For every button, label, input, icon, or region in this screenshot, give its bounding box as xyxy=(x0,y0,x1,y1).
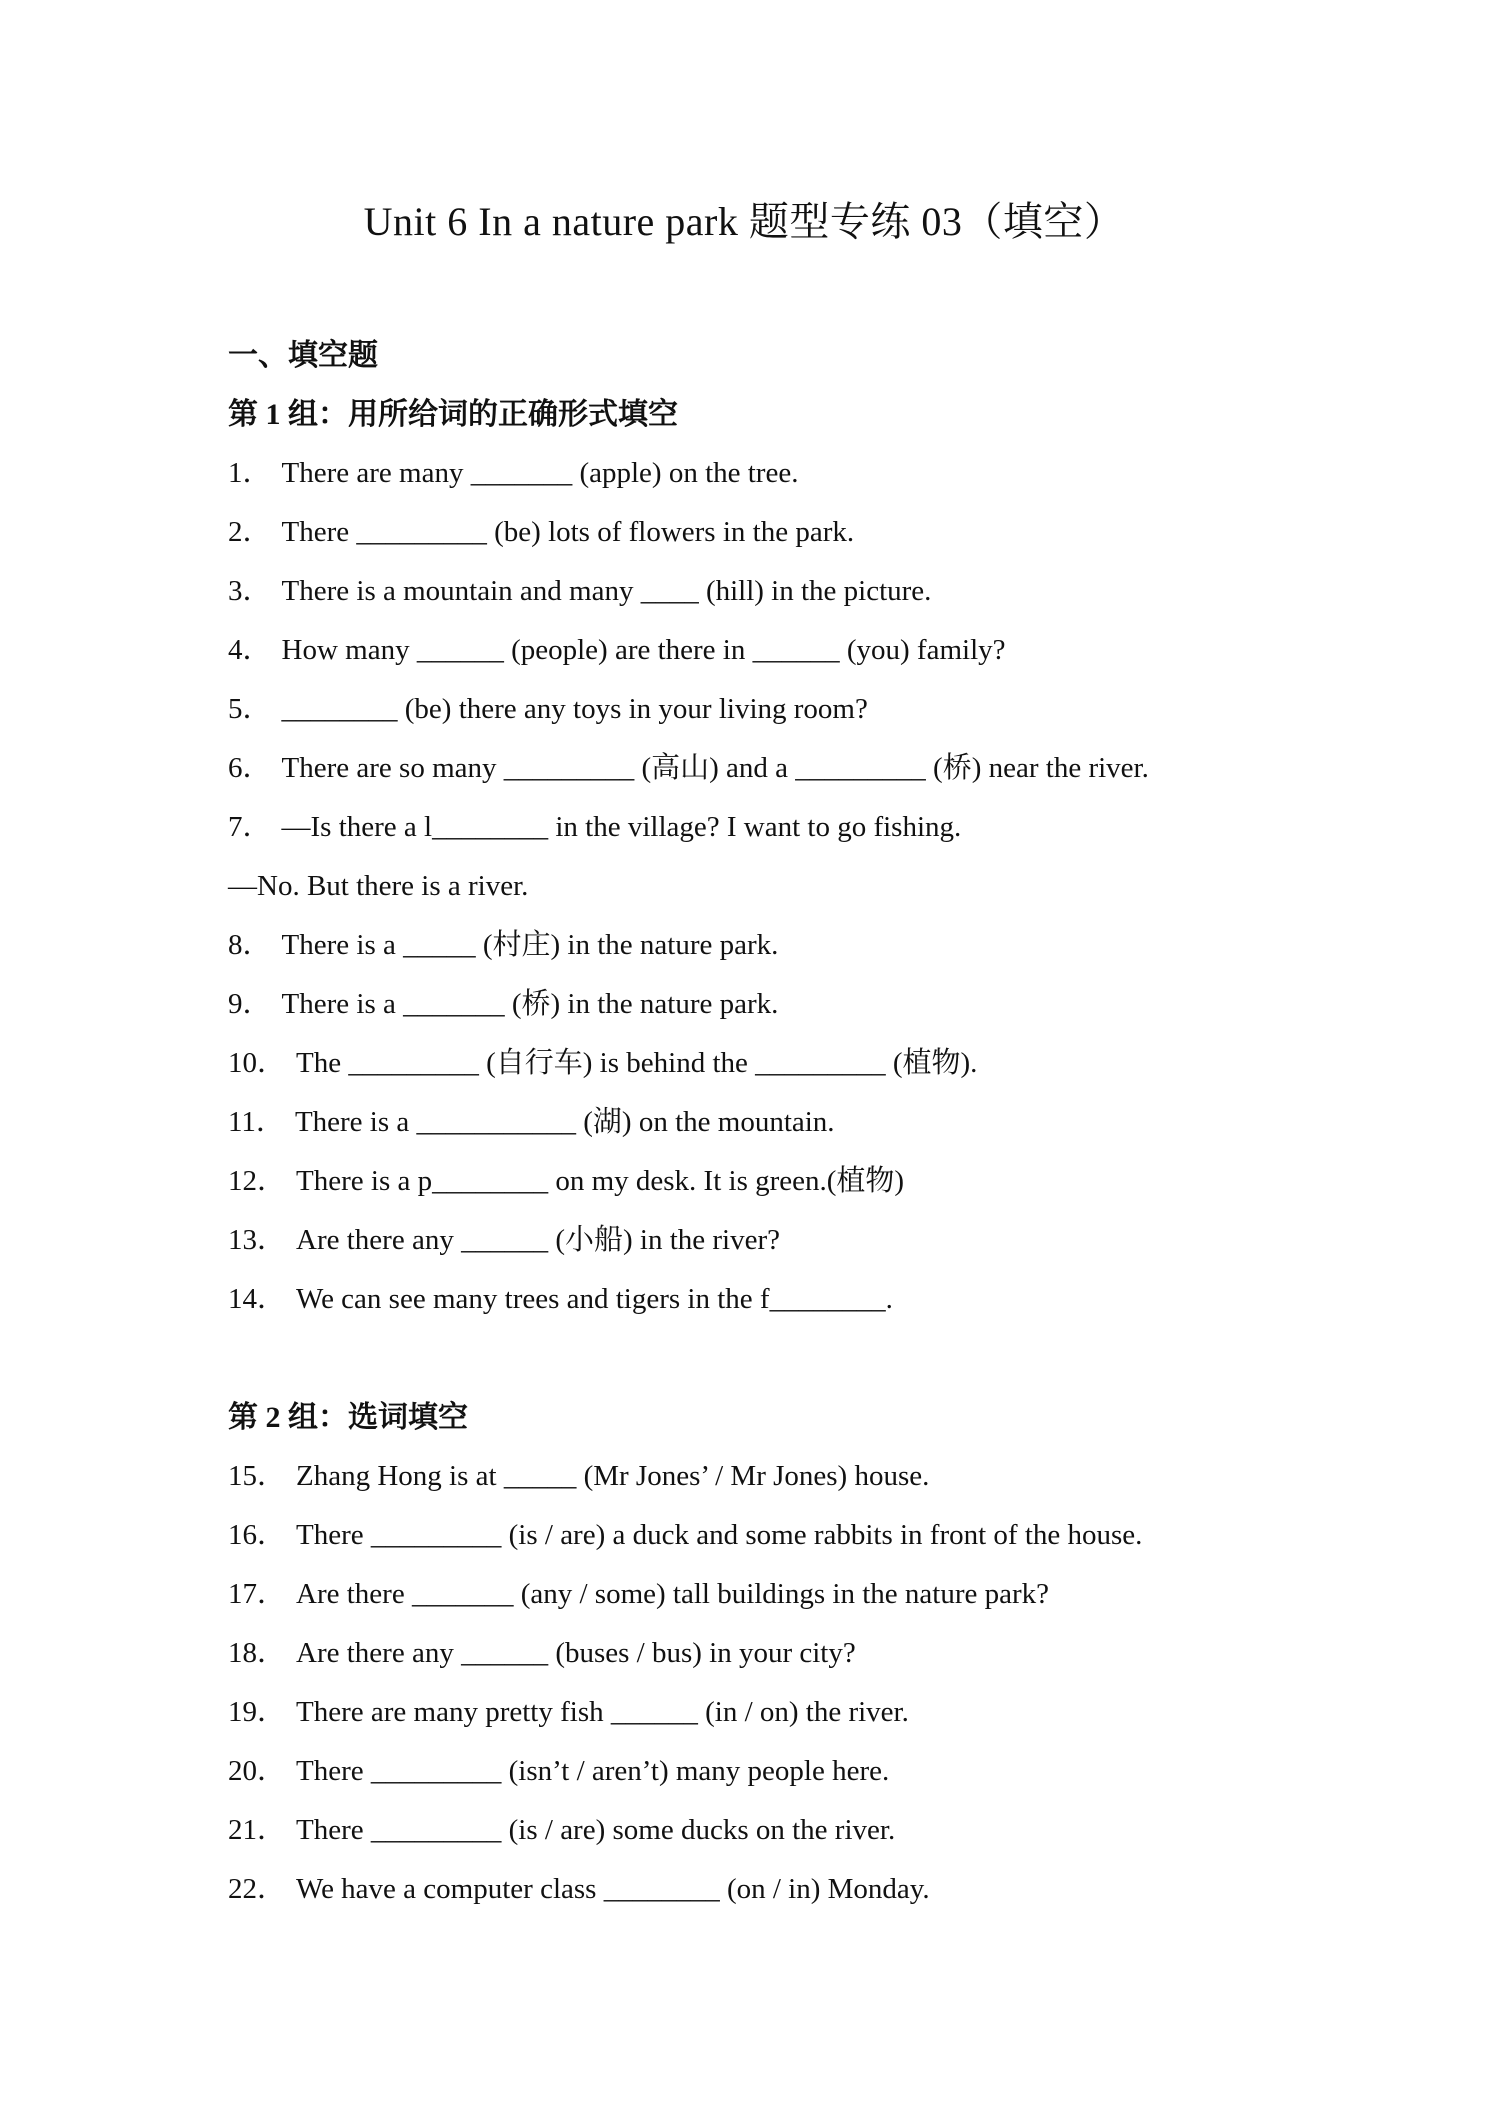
question-text: ________ (be) there any toys in your living room? xyxy=(281,693,868,725)
question-line xyxy=(228,857,1328,916)
group-spacer xyxy=(228,1329,1328,1388)
question-number: 18． xyxy=(228,1637,287,1669)
question-text: There _________ (is / are) a duck and some rabbits in front of the house. xyxy=(296,1519,1143,1551)
question-text: There is a _______ (桥) in the nature park. xyxy=(281,988,779,1020)
question-line xyxy=(228,503,1328,562)
question-text: Are there _______ (any / some) tall buildings in the nature park? xyxy=(296,1578,1049,1610)
question-line xyxy=(228,1742,1328,1801)
question-number: 11． xyxy=(228,1106,285,1138)
question-line xyxy=(228,444,1328,503)
question-line xyxy=(228,1624,1328,1683)
question-text: There are many _______ (apple) on the tree. xyxy=(281,457,799,489)
question-number: 3． xyxy=(228,575,272,607)
question-text: There is a p________ on my desk. It is green.(植物) xyxy=(296,1165,905,1197)
question-text: We can see many trees and tigers in the f________. xyxy=(296,1283,893,1315)
question-line xyxy=(228,1093,1328,1152)
question-number: 19． xyxy=(228,1696,287,1728)
question-number: 12． xyxy=(228,1165,287,1197)
question-number: 7． xyxy=(228,811,272,843)
question-line xyxy=(228,680,1328,739)
question-text: There is a _____ (村庄) in the nature park. xyxy=(281,929,779,961)
question-line xyxy=(228,1801,1328,1860)
question-line xyxy=(228,1447,1328,1506)
question-text: Zhang Hong is at _____ (Mr Jones’ / Mr Jones) house. xyxy=(296,1460,930,1492)
question-number: 13． xyxy=(228,1224,287,1256)
question-number: 4． xyxy=(228,634,272,666)
question-line xyxy=(228,1034,1328,1093)
question-text: Are there any ______ (buses / bus) in your city? xyxy=(296,1637,856,1669)
question-line xyxy=(228,1506,1328,1565)
question-line xyxy=(228,739,1328,798)
question-line xyxy=(228,798,1328,857)
question-line xyxy=(228,975,1328,1034)
question-line xyxy=(228,1683,1328,1742)
question-number: 15． xyxy=(228,1460,287,1492)
question-text: Are there any ______ (小船) in the river? xyxy=(296,1224,780,1256)
question-number: 6． xyxy=(228,752,272,784)
question-number: 21． xyxy=(228,1814,287,1846)
question-line xyxy=(228,1565,1328,1624)
question-number: 8． xyxy=(228,929,272,961)
section-heading: 一、填空题 xyxy=(228,339,378,372)
question-number: 10． xyxy=(228,1047,287,1079)
question-number: 14． xyxy=(228,1283,287,1315)
group-2-list xyxy=(228,1447,1328,1919)
question-number: 17． xyxy=(228,1578,287,1610)
question-line xyxy=(228,1860,1328,1919)
question-number: 16． xyxy=(228,1519,287,1551)
question-line xyxy=(228,1211,1328,1270)
question-line xyxy=(228,1270,1328,1329)
question-number: 2． xyxy=(228,516,272,548)
question-text: There are many pretty fish ______ (in / on) the river. xyxy=(296,1696,909,1728)
question-text: There is a mountain and many ____ (hill) in the picture. xyxy=(281,575,932,607)
question-text: How many ______ (people) are there in ______ (you) family? xyxy=(281,634,1006,666)
group-1-list xyxy=(228,444,1328,1329)
worksheet-content xyxy=(228,326,1328,1919)
question-text: There _________ (is / are) some ducks on the river. xyxy=(296,1814,896,1846)
question-number: 20． xyxy=(228,1755,287,1787)
question-text: There is a ___________ (湖) on the mountain. xyxy=(294,1106,835,1138)
page-title: Unit 6 In a nature park 题型专练 03（填空） xyxy=(363,199,1125,244)
question-text: The _________ (自行车) is behind the _________ (植物). xyxy=(296,1047,978,1079)
question-text: There _________ (isn’t / aren’t) many people here. xyxy=(296,1755,890,1787)
group-2-heading: 第 2 组：选词填空 xyxy=(228,1401,468,1434)
question-line xyxy=(228,562,1328,621)
question-line xyxy=(228,1152,1328,1211)
question-text: —No. But there is a river. xyxy=(228,870,529,902)
question-text: We have a computer class ________ (on / in) Monday. xyxy=(296,1873,930,1905)
question-line xyxy=(228,621,1328,680)
question-number: 1． xyxy=(228,457,272,489)
question-text: —Is there a l________ in the village? I want to go fishing. xyxy=(281,811,962,843)
question-number: 5． xyxy=(228,693,272,725)
question-text: There are so many _________ (高山) and a _________ (桥) near the river. xyxy=(281,752,1149,784)
question-line xyxy=(228,916,1328,975)
group-1-heading: 第 1 组：用所给词的正确形式填空 xyxy=(228,398,678,431)
question-number: 9． xyxy=(228,988,272,1020)
question-number: 22． xyxy=(228,1873,287,1905)
question-text: There _________ (be) lots of flowers in the park. xyxy=(281,516,855,548)
